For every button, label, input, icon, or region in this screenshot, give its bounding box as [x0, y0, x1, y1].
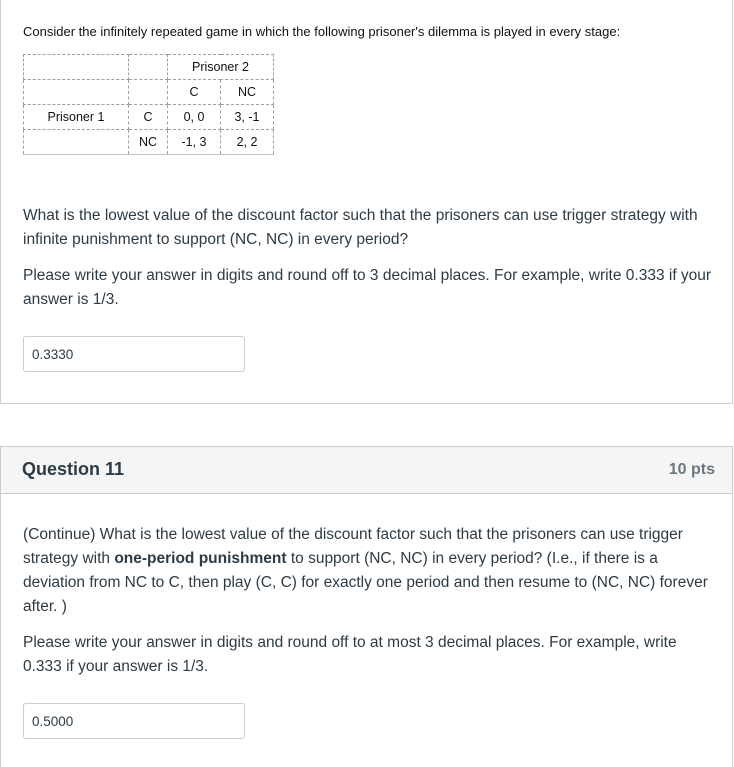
payoff-cell: 0, 0	[168, 105, 221, 130]
question-11-prompt	[23, 523, 713, 619]
question-11-header	[1, 447, 732, 494]
col-player-label: Prisoner 2	[168, 55, 274, 80]
payoff-table-empty-cell	[129, 80, 168, 105]
payoff-cell: -1, 3	[168, 130, 221, 155]
row-action-label: C	[129, 105, 168, 130]
row-action-label: NC	[129, 130, 168, 155]
payoff-table-empty-cell	[24, 130, 129, 155]
row-player-label: Prisoner 1	[24, 105, 129, 130]
question-10-prompt: What is the lowest value of the discount factor such that the prisoners can use trigger strategy with infinite punishment to support (NC, NC) in every period?	[23, 207, 698, 248]
col-action-label: NC	[221, 80, 274, 105]
payoff-table-empty-cell	[24, 55, 129, 80]
payoff-table	[23, 54, 274, 155]
question-10-instructions: Please write your answer in digits and round off to 3 decimal places. For example, write 0.333 if your answer is 1/3.	[23, 267, 712, 308]
payoff-table-empty-cell	[129, 55, 168, 80]
question-11-prompt-start: (Continue) What is the lowest value of the discount factor such that the prisoners can use trigger strategy with	[23, 526, 683, 567]
payoff-table-empty-cell	[24, 80, 129, 105]
payoff-cell: 2, 2	[221, 130, 274, 155]
question-11-answer-input[interactable]	[23, 703, 245, 739]
question-11-instructions: Please write your answer in digits and round off to at most 3 decimal places. For example, write 0.333 if your answer is 1/3.	[23, 634, 677, 675]
payoff-cell: 3, -1	[221, 105, 274, 130]
question-11-title: Question 11	[22, 459, 125, 479]
col-action-label: C	[168, 80, 221, 105]
question-11-card	[0, 446, 733, 767]
question-10-answer-input[interactable]	[23, 336, 245, 372]
question-11-prompt-end: to support (NC, NC) in every period? (I.e., if there is a deviation from NC to C, then play (C, C) for exactly one period and then resume to (NC, NC) forever after. )	[23, 550, 708, 615]
question-11-prompt-bold: one-period punishment	[114, 550, 287, 567]
question-11-points: 10 pts	[668, 461, 715, 478]
question-10-intro: Consider the infinitely repeated game in which the following prisoner's dilemma is played in every stage:	[23, 24, 621, 39]
